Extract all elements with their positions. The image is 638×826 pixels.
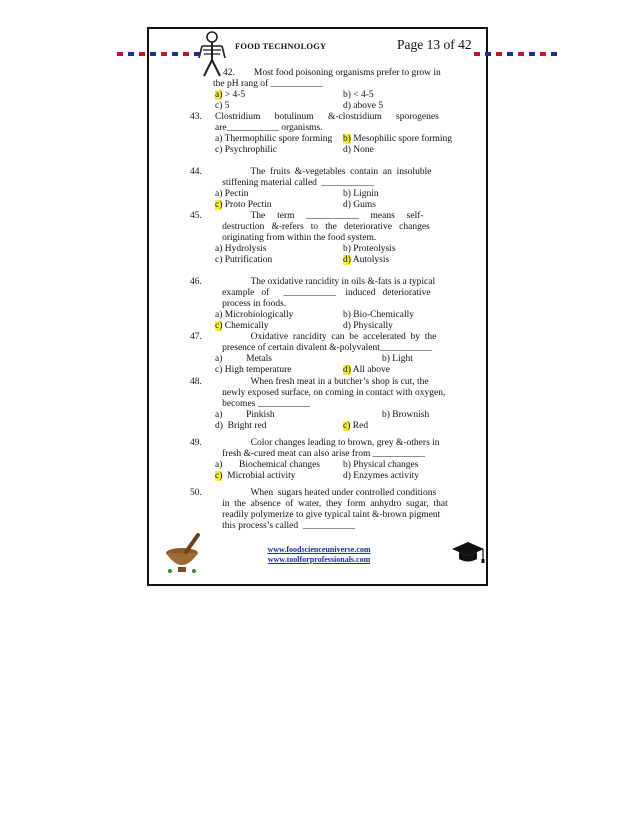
answer-option: c) Microbial activity <box>215 470 296 481</box>
decorative-dot <box>485 52 491 56</box>
answer-option: c) High temperature <box>215 364 292 375</box>
question-text: are___________ organisms. <box>215 122 323 133</box>
answer-option: d) Gums <box>343 199 376 210</box>
page-number: Page 13 of 42 <box>397 37 472 52</box>
answer-highlight: c) <box>215 199 223 210</box>
answer-option: a) Metals <box>215 353 272 364</box>
question-text: originating from within the food system. <box>215 232 377 243</box>
decorative-dot <box>540 52 546 56</box>
question-text: the pH rang of ___________ <box>213 78 323 89</box>
question-text: process in foods. <box>215 298 287 309</box>
question-text: The fruits &-vegetables contain an insoluble <box>215 167 432 177</box>
answer-option: a) Hydrolysis <box>215 243 267 254</box>
question-text: becomes ___________ <box>215 398 310 409</box>
answer-option: d) All above <box>343 364 390 375</box>
decorative-dot <box>161 52 167 56</box>
decorative-dot <box>474 52 480 56</box>
answer-highlight: c) <box>215 470 223 481</box>
answer-option: c) Psychrophilic <box>215 144 278 155</box>
document-title: FOOD TECHNOLOGY <box>235 41 327 51</box>
decorative-dot <box>117 52 123 56</box>
decorative-dots-right <box>474 52 557 57</box>
answer-option: c) Chemically <box>215 320 269 331</box>
answer-option: a) Microbiologically <box>215 309 294 320</box>
answer-option: b) Bio-Chemically <box>343 309 414 320</box>
question-text: example of ___________ induced deteriorative <box>215 287 431 298</box>
answer-highlight: d) <box>343 254 351 265</box>
question-number: 47. <box>190 332 202 342</box>
decorative-dot <box>194 52 200 56</box>
answer-option: b) Brownish <box>382 409 430 420</box>
answer-option: d) above 5 <box>343 100 384 111</box>
question-text: this process’s called ___________ <box>215 520 356 531</box>
decorative-dot <box>139 52 145 56</box>
question-text: When fresh meat in a butcher’s shop is cut, the <box>215 377 429 387</box>
question-number: 43. <box>190 112 202 122</box>
answer-option: b) Lignin <box>343 188 379 199</box>
answer-option: a) Pinkish <box>215 409 275 420</box>
question-text: Clostridium botulinum &-clostridium sporogenes <box>215 112 439 122</box>
decorative-dots-left <box>117 52 200 57</box>
footer-link-2[interactable]: www.toolforprofessionals.com <box>267 555 371 564</box>
decorative-dot <box>507 52 513 56</box>
answer-option: a) Biochemical changes <box>215 459 320 470</box>
question-number: 49. <box>190 438 202 448</box>
decorative-dot <box>551 52 557 56</box>
answer-option: c) Red <box>343 420 369 431</box>
graduation-cap-icon <box>450 540 486 566</box>
decorative-dot <box>128 52 134 56</box>
answer-option: b) Mesophilic spore forming <box>343 133 452 144</box>
answer-option: b) Physical changes <box>343 459 419 470</box>
question-text: fresh &-cured meat can also arise from ___________ <box>215 448 425 459</box>
question-text: When sugars heated under controlled conditions <box>215 488 437 498</box>
answer-option: d) Physically <box>343 320 393 331</box>
answer-option: d) Enzymes activity <box>343 470 419 481</box>
decorative-dot <box>518 52 524 56</box>
answer-option: a) Pectin <box>215 188 249 199</box>
question-text: presence of certain divalent &-polyvalent___________ <box>215 342 433 353</box>
answer-highlight: c) <box>215 320 223 331</box>
answer-option: d) Autolysis <box>343 254 390 265</box>
question-number: 48. <box>190 377 202 387</box>
answer-option: d) Bright red <box>215 420 267 431</box>
question-text: readily polymerize to give typical taint &-brown pigment <box>215 509 441 520</box>
question-number: 50. <box>190 488 202 498</box>
question-number: 46. <box>190 277 202 287</box>
question-text: The oxidative rancidity in oils &-fats is a typical <box>215 277 436 287</box>
answer-highlight: d) <box>343 364 351 375</box>
question-text: Oxidative rancidity can be accelerated by the <box>215 332 437 342</box>
decorative-dot <box>172 52 178 56</box>
answer-option: a) > 4-5 <box>215 89 246 100</box>
answer-option: b) < 4-5 <box>343 89 374 100</box>
question-number: 45. <box>190 211 202 221</box>
answer-option: b) Light <box>382 353 413 364</box>
answer-option: b) Proteolysis <box>343 243 396 254</box>
question-number: 44. <box>190 167 202 177</box>
decorative-dot <box>183 52 189 56</box>
answer-highlight: a) <box>215 89 223 100</box>
question-text: in the absence of water, they form anhydro sugar, that <box>215 498 448 509</box>
question-text: destruction &-refers to the deteriorative changes <box>215 221 430 232</box>
answer-option: c) 5 <box>215 100 230 111</box>
question-text: newly exposed surface, on coming in contact with oxygen, <box>215 387 446 398</box>
answer-option: c) Proto Pectin <box>215 199 272 210</box>
decorative-dot <box>529 52 535 56</box>
question-text: 42. Most food poisoning organisms prefer to grow in <box>223 68 441 78</box>
question-text: stiffening material called ___________ <box>215 177 374 188</box>
answer-option: a) Thermophilic spore forming <box>215 133 333 144</box>
answer-option: c) Putrification <box>215 254 273 265</box>
answer-highlight: c) <box>343 420 351 431</box>
question-text: The term ___________ means self- <box>215 211 424 221</box>
answer-highlight: b) <box>343 133 351 144</box>
question-text: Color changes leading to brown, grey &-others in <box>215 438 440 448</box>
answer-option: d) None <box>343 144 374 155</box>
footer-link-1[interactable]: www.foodscienceuniverse.com <box>267 545 371 554</box>
decorative-dot <box>496 52 502 56</box>
decorative-dot <box>150 52 156 56</box>
